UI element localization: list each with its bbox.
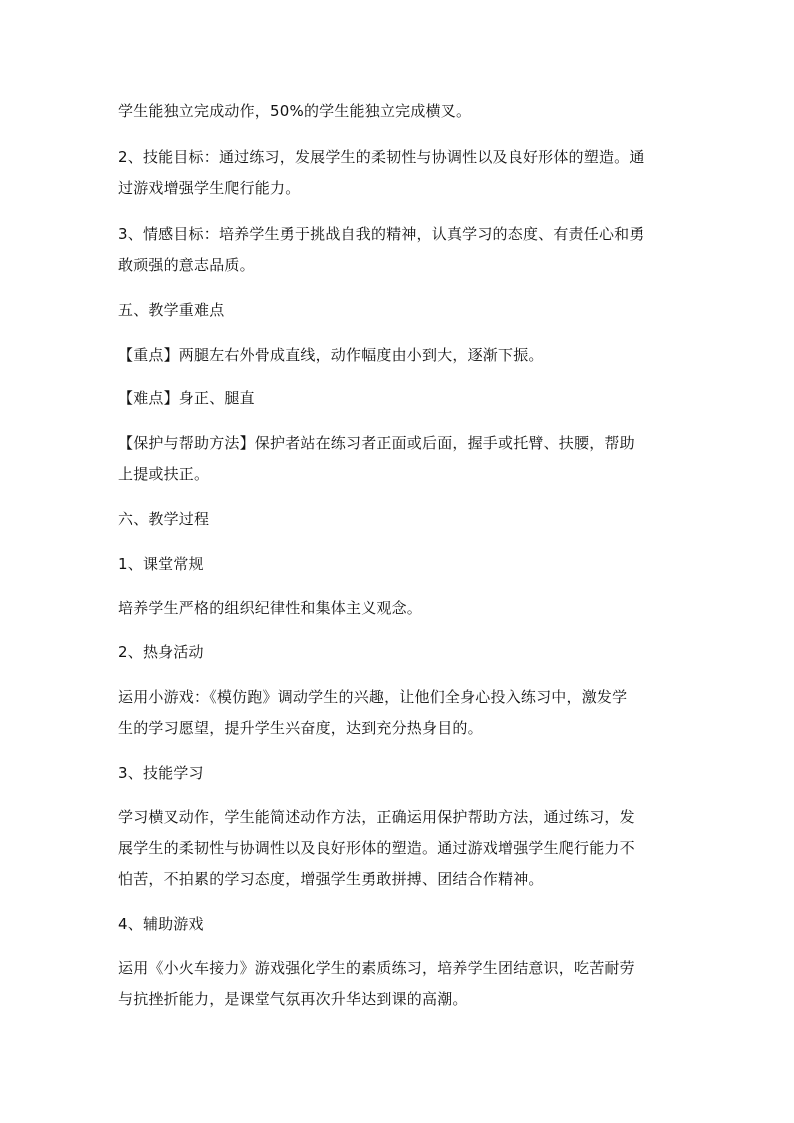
text-line: 运用《小火车接力》游戏强化学生的素质练习，培养学生团结意识，吃苦耐劳	[118, 959, 635, 977]
text-line: 2、技能目标：通过练习，发展学生的柔韧性与协调性以及良好形体的塑造。通	[118, 148, 645, 166]
text-line: 学生能独立完成动作，50%的学生能独立完成横叉。	[118, 102, 472, 120]
text-line: 与抗挫折能力，是课堂气氛再次升华达到课的高潮。	[118, 990, 468, 1008]
text-line: 生的学习愿望，提升学生兴奋度，达到充分热身目的。	[118, 719, 483, 737]
subsection-heading: 3、技能学习	[118, 764, 204, 782]
text-line: 【难点】身正、腿直	[118, 389, 255, 407]
text-line: 过游戏增强学生爬行能力。	[118, 179, 301, 197]
text-line: 怕苦，不拍累的学习态度，增强学生勇敢拼搏、团结合作精神。	[118, 870, 544, 888]
text-line: 【重点】两腿左右外骨成直线，动作幅度由小到大，逐渐下振。	[118, 346, 544, 364]
text-line: 学习横叉动作，学生能简述动作方法，正确运用保护帮助方法，通过练习，发	[118, 808, 635, 826]
text-line: 培养学生严格的组织纪律性和集体主义观念。	[118, 599, 423, 617]
section-heading: 六、教学过程	[118, 510, 210, 528]
section-heading: 五、教学重难点	[118, 301, 225, 319]
text-line: 敢顽强的意志品质。	[118, 256, 255, 274]
text-line: 上提或扶正。	[118, 465, 210, 483]
subsection-heading: 4、辅助游戏	[118, 915, 204, 933]
text-line: 【保护与帮助方法】保护者站在练习者正面或后面，握手或托臂、扶腰，帮助	[118, 434, 635, 452]
text-line: 3、情感目标：培养学生勇于挑战自我的精神，认真学习的态度、有责任心和勇	[118, 225, 645, 243]
subsection-heading: 1、课堂常规	[118, 555, 204, 573]
text-line: 展学生的柔韧性与协调性以及良好形体的塑造。通过游戏增强学生爬行能力不	[118, 839, 635, 857]
subsection-heading: 2、热身活动	[118, 643, 204, 661]
text-line: 运用小游戏：《模仿跑》调动学生的兴趣，让他们全身心投入练习中，激发学	[118, 688, 628, 706]
